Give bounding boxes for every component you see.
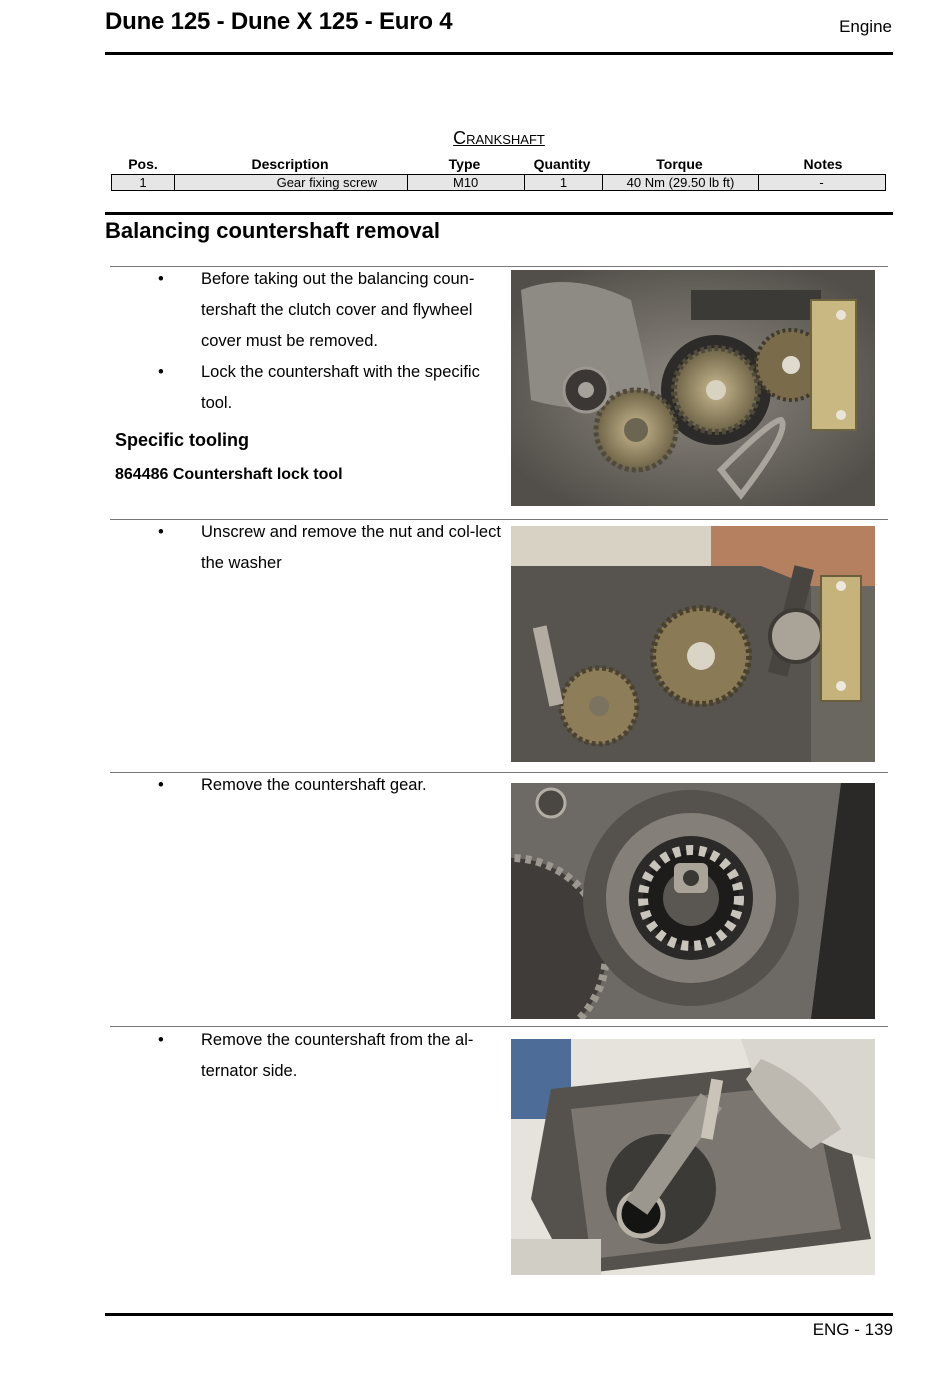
list-item [0,1025,501,1087]
table-row [111,174,886,191]
step-text: Lock the countershaft with the specific tool. [201,363,480,412]
section-title: Balancing countershaft removal [105,218,440,243]
col-header-torque: Torque [656,156,703,172]
document-title: Dune 125 - Dune X 125 - Euro 4 [105,8,453,35]
step-text: Before taking out the balancing coun-tershaft the clutch cover and flywheel cover must be removed. [201,270,475,350]
step-text: Remove the countershaft gear. [201,776,427,794]
page-number: ENG - 139 [812,1320,893,1339]
bullet-icon: • [158,363,164,381]
cell-quantity: 1 [524,175,602,190]
bullet-icon: • [158,523,164,541]
col-header-quantity: Quantity [533,156,591,172]
step-text: Unscrew and remove the nut and col-lect the washer [201,523,501,572]
section-rule [105,212,893,215]
bearing-seat-photo [511,783,875,1019]
step-text: Remove the countershaft from the al-ternator side. [201,1031,474,1080]
step-1-list [0,264,501,419]
table-caption: Crankshaft [453,128,545,148]
cell-type: M10 [407,175,524,190]
col-header-description: Description [251,156,329,172]
countershaft-nut-photo [511,526,875,762]
specific-tooling-heading: Specific tooling [115,430,250,450]
list-item [0,517,501,579]
footer-rule [105,1313,893,1316]
col-header-notes: Notes [803,156,843,172]
bullet-icon: • [158,1031,164,1049]
col-header-type: Type [448,156,481,172]
cell-torque: 40 Nm (29.50 lb ft) [602,175,758,190]
bullet-icon: • [158,270,164,288]
cell-description: Gear fixing screw [174,175,407,190]
step-2-list [0,517,501,579]
bullet-icon: • [158,776,164,794]
list-item [0,770,501,801]
list-item [0,357,501,419]
cell-notes: - [758,175,884,190]
cell-pos: 1 [139,175,147,190]
list-item [0,264,501,357]
section-label: Engine [839,17,892,36]
step-3-list [0,770,501,801]
header-rule [105,52,893,55]
step-4-list [0,1025,501,1087]
tool-item: 864486 Countershaft lock tool [115,466,343,483]
col-header-pos: Pos. [128,156,158,172]
engine-clutch-side-photo [511,270,875,506]
countershaft-extraction-photo [511,1039,875,1275]
